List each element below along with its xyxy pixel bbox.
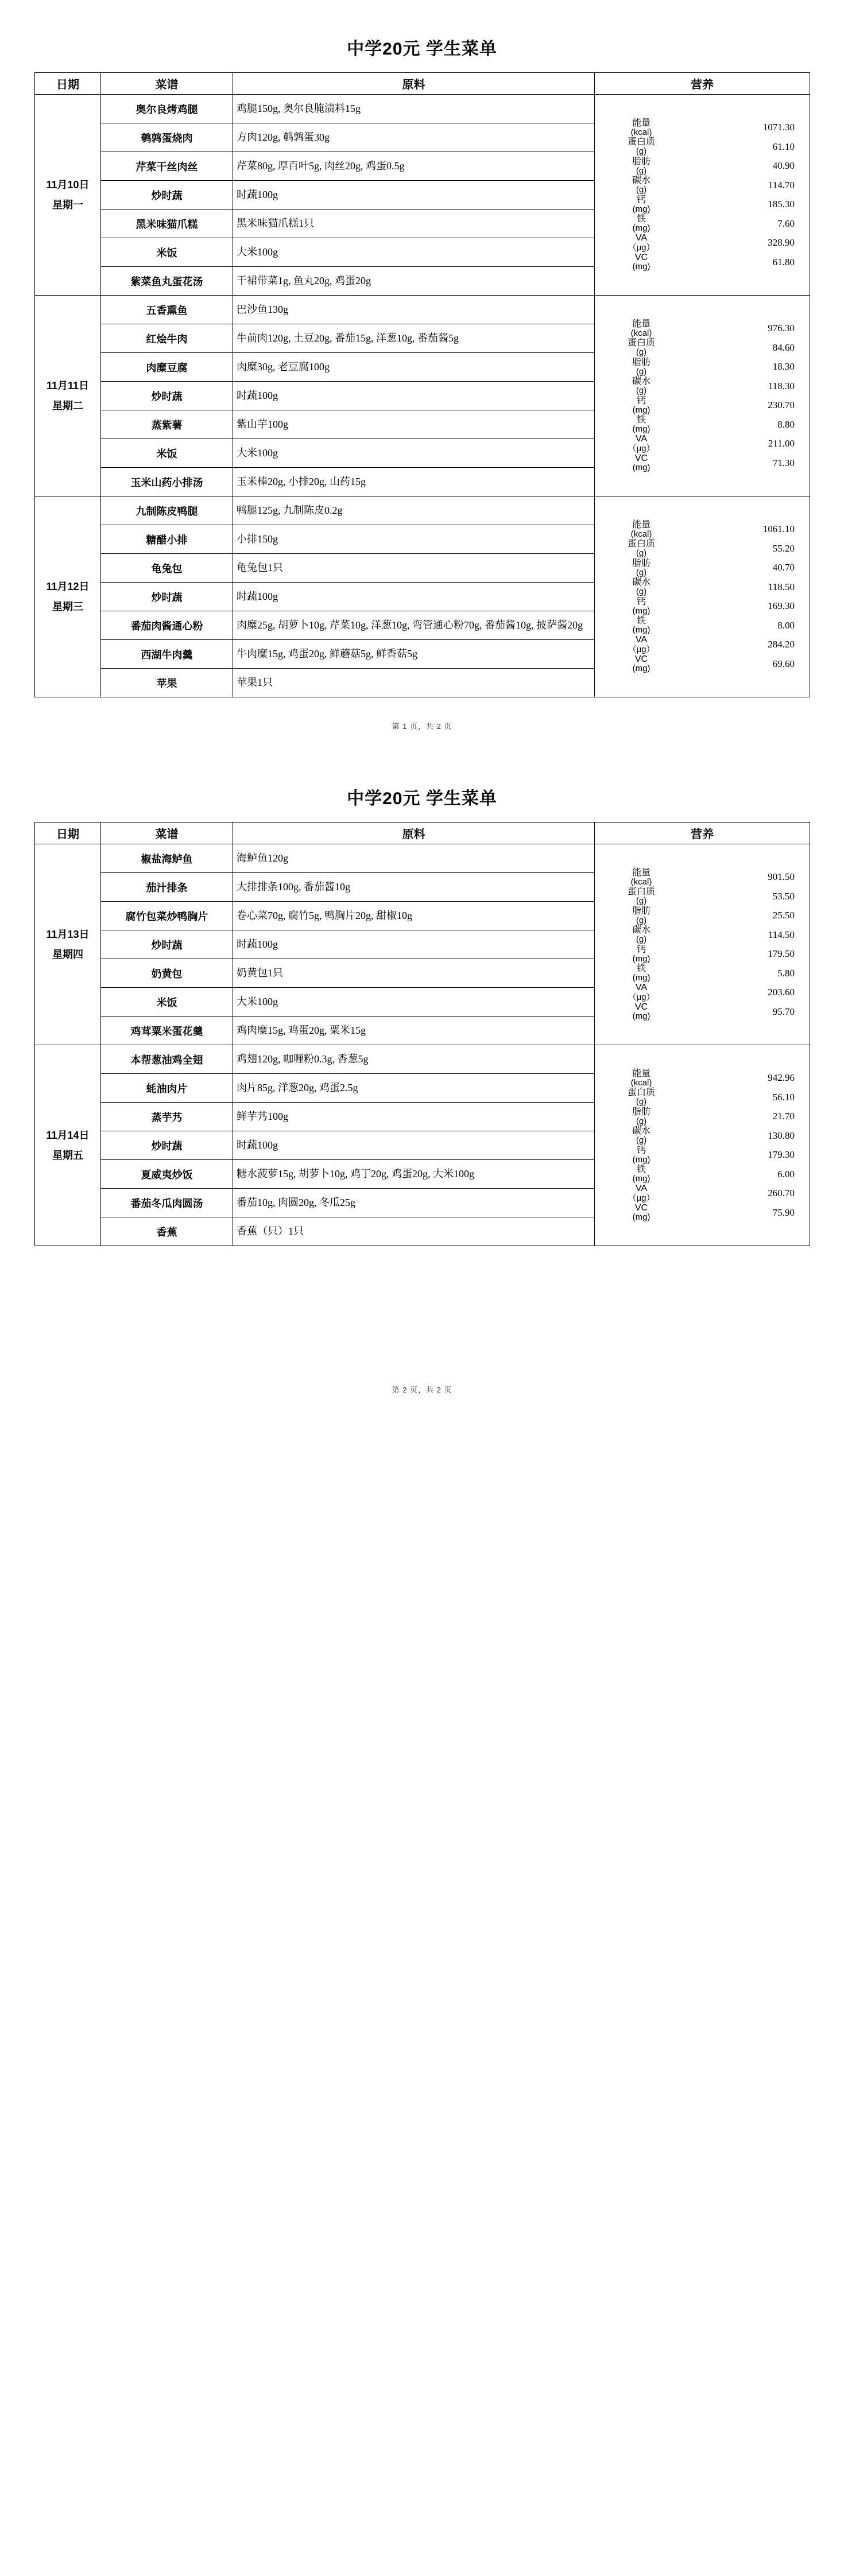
- nutrition-label: 钙 (mg): [632, 1145, 651, 1165]
- nutrition-label: 蛋白质 (g): [627, 1088, 655, 1107]
- dish-name-cell: 紫菜鱼丸蛋花汤: [101, 267, 233, 296]
- nutrition-row: [598, 654, 806, 673]
- dish-name-cell: 腐竹包菜炒鸭胸片: [101, 902, 233, 930]
- dish-name-cell: 米饭: [101, 439, 233, 468]
- ingredients-cell: 芹菜80g, 厚百叶5g, 肉丝20g, 鸡蛋0.5g: [233, 152, 595, 181]
- table-row: [35, 844, 810, 873]
- nutrition-value: 75.90: [772, 1206, 795, 1218]
- page-title: 中学20元 学生菜单: [347, 789, 497, 808]
- nutrition-value: 114.70: [768, 179, 795, 191]
- nutrition-value: 114.50: [768, 929, 795, 940]
- ingredients-cell: 鸡肉糜15g, 鸡蛋20g, 粟米15g: [233, 1017, 595, 1045]
- nutrition-table: [598, 1069, 806, 1223]
- nutrition-row: [598, 868, 806, 887]
- column-header-2: 原料: [233, 73, 595, 95]
- nutrition-label: 碳水 (g): [632, 577, 651, 597]
- nutrition-label: 蛋白质 (g): [627, 539, 655, 558]
- nutrition-value: 260.70: [768, 1188, 795, 1199]
- table-row: [35, 496, 810, 525]
- dish-name-cell: 炒时蔬: [101, 382, 233, 410]
- nutrition-value: 53.50: [772, 890, 795, 902]
- nutrition-row: [598, 635, 806, 654]
- dish-name-cell: 番茄冬瓜肉圆汤: [101, 1189, 233, 1217]
- nutrition-value: 6.00: [777, 1168, 795, 1180]
- nutrition-table: [598, 319, 806, 473]
- ingredients-cell: 巴沙鱼130g: [233, 296, 595, 324]
- nutrition-value: 203.60: [768, 987, 795, 998]
- ingredients-cell: 大米100g: [233, 988, 595, 1017]
- nutrition-row: [598, 195, 806, 214]
- ingredients-cell: 鸡腿150g, 奥尔良腌渍料15g: [233, 95, 595, 123]
- nutrition-label: 钙 (mg): [632, 395, 651, 415]
- nutrition-row: [598, 233, 806, 252]
- nutrition-cell: [595, 95, 810, 296]
- nutrition-value: 56.10: [772, 1091, 795, 1103]
- nutrition-label: VC (mg): [632, 252, 651, 272]
- nutrition-value: 21.70: [772, 1111, 795, 1122]
- ingredients-cell: 牛前肉120g, 土豆20g, 番茄15g, 洋葱10g, 番茄酱5g: [233, 324, 595, 353]
- ingredients-cell: 时蔬100g: [233, 583, 595, 611]
- dish-name-cell: 鸡茸粟米蛋花羹: [101, 1017, 233, 1045]
- dish-name-cell: 奥尔良烤鸡腿: [101, 95, 233, 123]
- ingredients-cell: 牛肉糜15g, 鸡蛋20g, 鲜蘑菇5g, 鲜香菇5g: [233, 640, 595, 669]
- date-cell: 11月12日 星期三: [35, 496, 101, 697]
- nutrition-label: 脂肪 (g): [632, 1107, 651, 1126]
- nutrition-label: VC (mg): [632, 1202, 651, 1223]
- nutrition-cell: [595, 296, 810, 496]
- menu-table: [34, 822, 810, 1246]
- ingredients-cell: 时蔬100g: [233, 1131, 595, 1160]
- document-page: [0, 760, 844, 1412]
- ingredients-cell: 奶黄包1只: [233, 959, 595, 988]
- nutrition-label: 钙 (mg): [632, 596, 651, 616]
- dish-name-cell: 蚝油肉片: [101, 1074, 233, 1103]
- nutrition-label: 蛋白质 (g): [627, 137, 655, 157]
- nutrition-row: [598, 906, 806, 925]
- ingredients-cell: 肉糜25g, 胡萝卜10g, 芹菜10g, 洋葱10g, 弯管通心粉70g, 番茄酱10g, 披萨酱20g: [233, 611, 595, 640]
- table-row: [35, 95, 810, 123]
- nutrition-label: 能量 (kcal): [630, 1068, 652, 1088]
- table-header-row: [35, 73, 810, 95]
- nutrition-row: [598, 1069, 806, 1088]
- dish-name-cell: 黑米味猫爪糕: [101, 210, 233, 238]
- dish-name-cell: 蒸紫薯: [101, 410, 233, 439]
- nutrition-value: 1061.10: [762, 523, 795, 535]
- table-header-row: [35, 823, 810, 844]
- dish-name-cell: 肉糜豆腐: [101, 353, 233, 382]
- ingredients-cell: 方肉120g, 鹌鹑蛋30g: [233, 123, 595, 152]
- date-cell: 11月13日 星期四: [35, 844, 101, 1045]
- dish-name-cell: 九制陈皮鸭腿: [101, 496, 233, 525]
- dish-name-cell: 鹌鹑蛋烧肉: [101, 123, 233, 152]
- nutrition-cell: [595, 844, 810, 1045]
- nutrition-label: 能量 (kcal): [630, 319, 652, 338]
- dish-name-cell: 糖醋小排: [101, 525, 233, 554]
- nutrition-value: 284.20: [768, 639, 795, 650]
- nutrition-label: 能量 (kcal): [630, 519, 652, 539]
- dish-name-cell: 番茄肉酱通心粉: [101, 611, 233, 640]
- dish-name-cell: 炒时蔬: [101, 583, 233, 611]
- document-page: [0, 0, 844, 760]
- date-cell: 11月11日 星期二: [35, 296, 101, 496]
- nutrition-value: 328.90: [768, 237, 795, 249]
- nutrition-value: 69.60: [772, 658, 795, 669]
- nutrition-value: 230.70: [768, 399, 795, 411]
- column-header-3: 营养: [595, 73, 810, 95]
- ingredients-cell: 糖水菠萝15g, 胡萝卜10g, 鸡丁20g, 鸡蛋20g, 大米100g: [233, 1160, 595, 1189]
- nutrition-value: 130.80: [768, 1130, 795, 1141]
- ingredients-cell: 卷心菜70g, 腐竹5g, 鸭胸片20g, 甜椒10g: [233, 902, 595, 930]
- dish-name-cell: 茄汁排条: [101, 873, 233, 902]
- nutrition-table: [598, 868, 806, 1022]
- nutrition-label: VA （μg）: [628, 233, 655, 253]
- nutrition-row: [598, 1088, 806, 1107]
- nutrition-value: 8.00: [777, 619, 795, 631]
- dish-name-cell: 苹果: [101, 669, 233, 697]
- nutrition-table: [598, 118, 806, 272]
- nutrition-value: 84.60: [772, 342, 795, 353]
- nutrition-value: 118.50: [768, 581, 795, 592]
- nutrition-label: 蛋白质 (g): [627, 887, 655, 906]
- nutrition-value: 55.20: [772, 542, 795, 554]
- nutrition-value: 169.30: [768, 600, 795, 612]
- ingredients-cell: 番茄10g, 肉圆20g, 冬瓜25g: [233, 1189, 595, 1217]
- nutrition-value: 942.96: [768, 1072, 795, 1084]
- dish-name-cell: 西湖牛肉羹: [101, 640, 233, 669]
- ingredients-cell: 时蔬100g: [233, 930, 595, 959]
- ingredients-cell: 肉片85g, 洋葱20g, 鸡蛋2.5g: [233, 1074, 595, 1103]
- nutrition-value: 8.80: [777, 418, 795, 430]
- dish-name-cell: 龟兔包: [101, 554, 233, 583]
- ingredients-cell: 海鲈鱼120g: [233, 844, 595, 873]
- ingredients-cell: 黑米味猫爪糕1只: [233, 210, 595, 238]
- nutrition-row: [598, 358, 806, 377]
- dish-name-cell: 椒盐海鲈鱼: [101, 844, 233, 873]
- nutrition-row: [598, 925, 806, 944]
- nutrition-row: [598, 887, 806, 906]
- page-title: 中学20元 学生菜单: [347, 40, 497, 59]
- nutrition-label: VC (mg): [632, 654, 651, 674]
- nutrition-row: [598, 137, 806, 156]
- nutrition-value: 18.30: [772, 361, 795, 373]
- dish-name-cell: 奶黄包: [101, 959, 233, 988]
- nutrition-label: 脂肪 (g): [632, 558, 651, 577]
- nutrition-row: [598, 118, 806, 137]
- nutrition-label: 碳水 (g): [632, 176, 651, 195]
- ingredients-cell: 时蔬100g: [233, 181, 595, 210]
- nutrition-cell: [595, 1045, 810, 1246]
- ingredients-cell: 鸭腿125g, 九制陈皮0.2g: [233, 496, 595, 525]
- nutrition-label: VA （μg）: [628, 434, 655, 453]
- nutrition-row: [598, 1146, 806, 1165]
- nutrition-row: [598, 597, 806, 616]
- nutrition-value: 976.30: [768, 323, 795, 334]
- ingredients-cell: 紫山芋100g: [233, 410, 595, 439]
- date-cell: 11月10日 星期一: [35, 95, 101, 296]
- column-header-1: 菜谱: [101, 823, 233, 844]
- nutrition-label: 蛋白质 (g): [627, 338, 655, 358]
- column-header-0: 日期: [35, 73, 101, 95]
- nutrition-value: 40.90: [772, 160, 795, 172]
- nutrition-row: [598, 577, 806, 596]
- nutrition-row: [598, 1184, 806, 1202]
- nutrition-label: VA （μg）: [628, 983, 655, 1002]
- page-footer: 第 1 页，共 2 页: [392, 722, 452, 731]
- nutrition-label: VC (mg): [632, 1002, 651, 1022]
- nutrition-label: 铁 (mg): [632, 1164, 651, 1184]
- nutrition-value: 179.50: [768, 948, 795, 960]
- nutrition-label: 能量 (kcal): [630, 118, 652, 137]
- nutrition-value: 71.30: [772, 457, 795, 468]
- nutrition-row: [598, 520, 806, 539]
- date-cell: 11月14日 星期五: [35, 1045, 101, 1246]
- nutrition-value: 118.30: [768, 380, 795, 391]
- nutrition-label: 碳水 (g): [632, 377, 651, 396]
- column-header-0: 日期: [35, 823, 101, 844]
- nutrition-value: 40.70: [772, 562, 795, 573]
- ingredients-cell: 肉糜30g, 老豆腐100g: [233, 353, 595, 382]
- nutrition-row: [598, 338, 806, 357]
- nutrition-label: 铁 (mg): [632, 963, 651, 983]
- nutrition-label: 钙 (mg): [632, 944, 651, 964]
- ingredients-cell: 时蔬100g: [233, 382, 595, 410]
- ingredients-cell: 鸡翅120g, 咖喱粉0.3g, 香葱5g: [233, 1045, 595, 1074]
- nutrition-row: [598, 945, 806, 964]
- nutrition-cell: [595, 496, 810, 697]
- nutrition-label: VA （μg）: [628, 1184, 655, 1203]
- nutrition-row: [598, 616, 806, 635]
- nutrition-label: 钙 (mg): [632, 195, 651, 214]
- nutrition-table: [598, 520, 806, 674]
- dish-name-cell: 夏威夷炒饭: [101, 1160, 233, 1189]
- table-row: [35, 1045, 810, 1074]
- table-row: [35, 296, 810, 324]
- nutrition-row: [598, 453, 806, 472]
- nutrition-label: 碳水 (g): [632, 1126, 651, 1146]
- nutrition-row: [598, 214, 806, 233]
- dish-name-cell: 炒时蔬: [101, 181, 233, 210]
- menu-table: [34, 72, 810, 697]
- column-header-3: 营养: [595, 823, 810, 844]
- nutrition-row: [598, 415, 806, 434]
- dish-name-cell: 香蕉: [101, 1217, 233, 1246]
- ingredients-cell: 小排150g: [233, 525, 595, 554]
- ingredients-cell: 苹果1只: [233, 669, 595, 697]
- nutrition-row: [598, 253, 806, 271]
- ingredients-cell: 鲜芋艿100g: [233, 1103, 595, 1131]
- nutrition-value: 901.50: [768, 871, 795, 883]
- nutrition-row: [598, 558, 806, 577]
- nutrition-label: 能量 (kcal): [630, 867, 652, 887]
- nutrition-row: [598, 1165, 806, 1184]
- nutrition-value: 5.80: [777, 967, 795, 979]
- nutrition-value: 185.30: [768, 199, 795, 210]
- dish-name-cell: 米饭: [101, 988, 233, 1017]
- nutrition-value: 61.10: [772, 141, 795, 152]
- nutrition-row: [598, 1203, 806, 1222]
- nutrition-row: [598, 434, 806, 453]
- nutrition-row: [598, 983, 806, 1002]
- nutrition-value: 95.70: [772, 1006, 795, 1017]
- ingredients-cell: 干裙带菜1g, 鱼丸20g, 鸡蛋20g: [233, 267, 595, 296]
- nutrition-label: 铁 (mg): [632, 414, 651, 434]
- nutrition-value: 61.80: [772, 256, 795, 267]
- nutrition-value: 211.00: [768, 438, 795, 449]
- nutrition-row: [598, 539, 806, 558]
- ingredients-cell: 玉米棒20g, 小排20g, 山药15g: [233, 468, 595, 496]
- ingredients-cell: 大米100g: [233, 439, 595, 468]
- nutrition-row: [598, 157, 806, 176]
- nutrition-label: 碳水 (g): [632, 925, 651, 945]
- nutrition-row: [598, 1107, 806, 1126]
- nutrition-label: 脂肪 (g): [632, 906, 651, 925]
- nutrition-value: 1071.30: [762, 122, 795, 133]
- dish-name-cell: 本帮葱油鸡全翅: [101, 1045, 233, 1074]
- column-header-1: 菜谱: [101, 73, 233, 95]
- dish-name-cell: 五香熏鱼: [101, 296, 233, 324]
- dish-name-cell: 芹菜干丝肉丝: [101, 152, 233, 181]
- nutrition-value: 7.60: [777, 218, 795, 229]
- nutrition-row: [598, 176, 806, 195]
- dish-name-cell: 红烩牛肉: [101, 324, 233, 353]
- ingredients-cell: 大排排条100g, 番茄酱10g: [233, 873, 595, 902]
- nutrition-label: 脂肪 (g): [632, 156, 651, 176]
- nutrition-row: [598, 1002, 806, 1021]
- page-footer: 第 2 页，共 2 页: [392, 1386, 452, 1394]
- nutrition-row: [598, 377, 806, 395]
- nutrition-row: [598, 964, 806, 983]
- nutrition-value: 179.30: [768, 1149, 795, 1161]
- nutrition-row: [598, 1126, 806, 1145]
- nutrition-label: 铁 (mg): [632, 615, 651, 635]
- nutrition-value: 25.50: [772, 910, 795, 921]
- ingredients-cell: 龟兔包1只: [233, 554, 595, 583]
- dish-name-cell: 玉米山药小排汤: [101, 468, 233, 496]
- nutrition-label: VA （μg）: [628, 635, 655, 654]
- dish-name-cell: 炒时蔬: [101, 930, 233, 959]
- ingredients-cell: 香蕉（只）1只: [233, 1217, 595, 1246]
- nutrition-label: 脂肪 (g): [632, 357, 651, 377]
- nutrition-row: [598, 319, 806, 338]
- nutrition-row: [598, 396, 806, 415]
- column-header-2: 原料: [233, 823, 595, 844]
- dish-name-cell: 米饭: [101, 238, 233, 267]
- dish-name-cell: 蒸芋艿: [101, 1103, 233, 1131]
- nutrition-label: VC (mg): [632, 453, 651, 473]
- nutrition-label: 铁 (mg): [632, 214, 651, 234]
- dish-name-cell: 炒时蔬: [101, 1131, 233, 1160]
- ingredients-cell: 大米100g: [233, 238, 595, 267]
